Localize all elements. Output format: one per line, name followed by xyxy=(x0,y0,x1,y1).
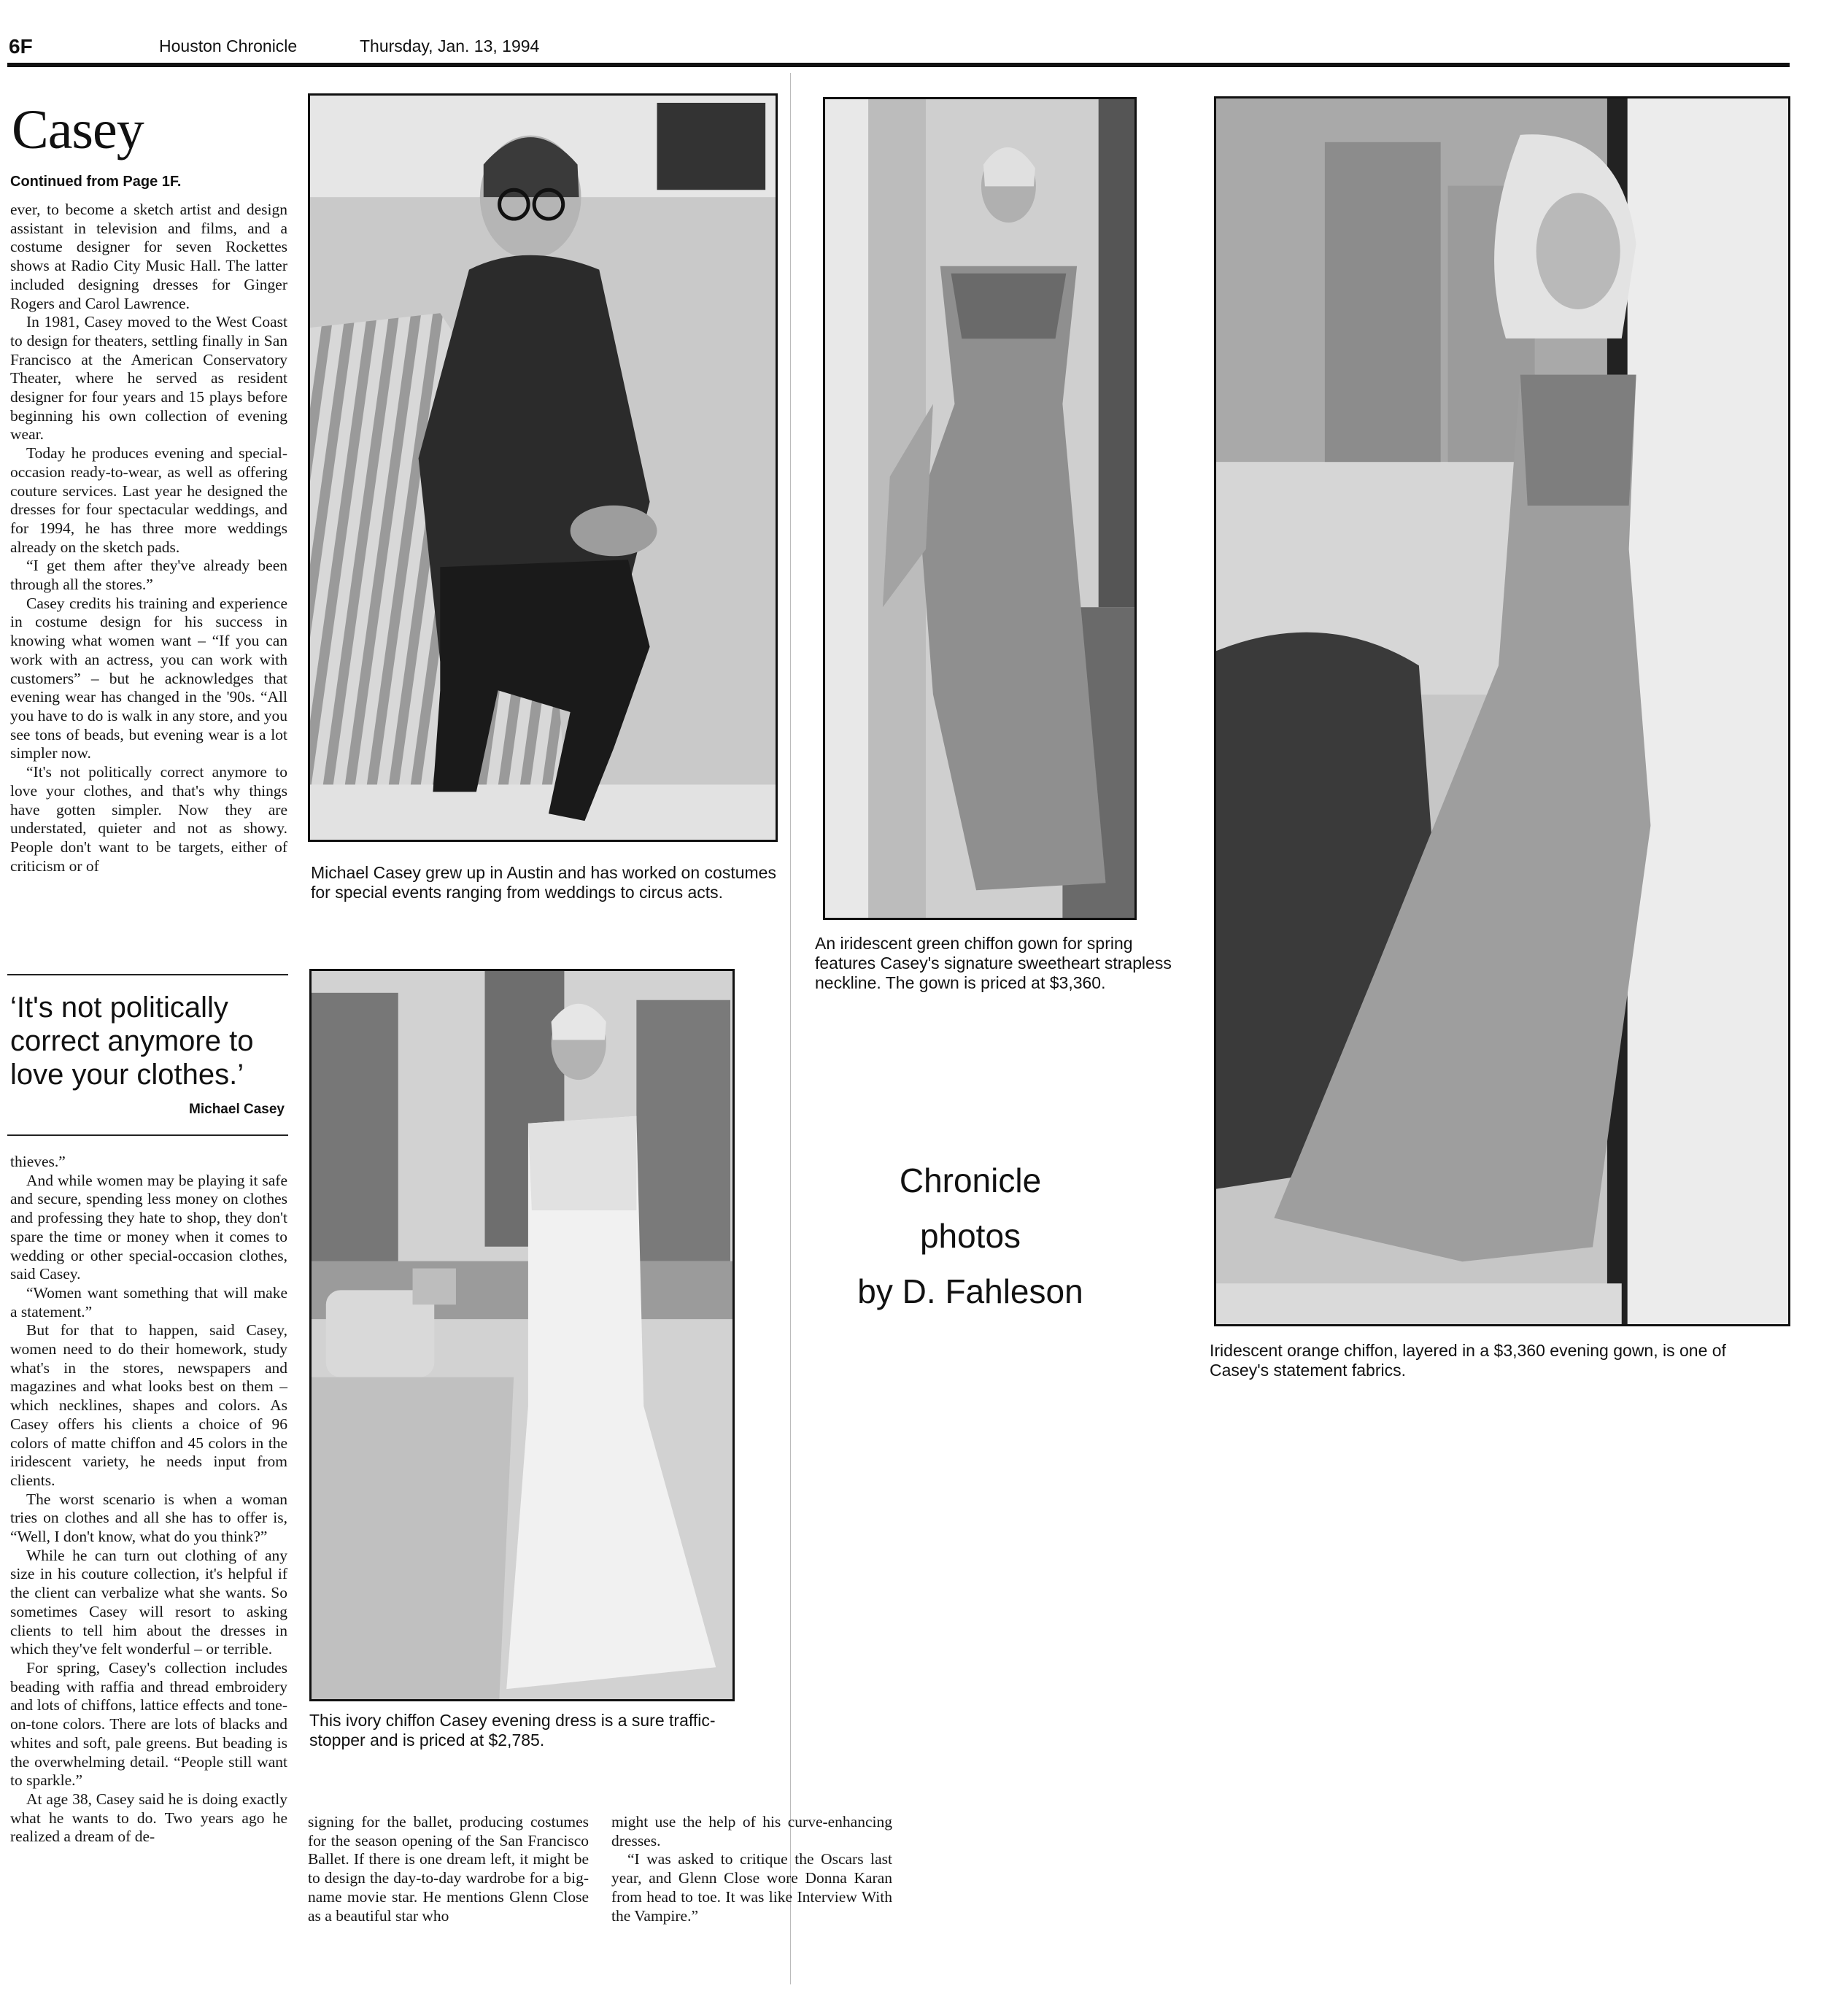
paragraph: signing for the ballet, producing costumes for the season opening of the San Francisco Ballet. If there is one dream left, it might be to design the day-to-day wardrobe for a big-name movie star. He mentions Glenn Close as a beautiful star who xyxy=(308,1813,589,1925)
article-column-1-top xyxy=(10,201,287,875)
caption-orange-gown: Iridescent orange chiffon, layered in a $3,360 evening gown, is one of Casey's statement fabrics. xyxy=(1210,1341,1726,1380)
caption-ivory-dress: This ivory chiffon Casey evening dress is a sure traffic-stopper and is priced at $2,785. xyxy=(309,1711,716,1749)
header-rule xyxy=(7,63,1790,67)
photo-michael-casey xyxy=(308,93,778,842)
article-column-2-bottom xyxy=(308,1813,589,1925)
paragraph: At age 38, Casey said he is doing exactly what he wants to do. Two years ago he realized a dream of de- xyxy=(10,1790,287,1846)
pullquote: ‘It's not politically correct anymore to love your clothes.’ xyxy=(10,991,254,1091)
paragraph: “Women want something that will make a statement.” xyxy=(10,1283,287,1321)
paragraph: While he can turn out clothing of any size in his couture collection, it's helpful if the client can verbalize what she wants. So sometimes Casey will resort to asking clients to tell him about the dresses in which they've felt wonderful – or terrible. xyxy=(10,1546,287,1658)
paragraph: ever, to become a sketch artist and design assistant in television and films, and a costume designer for seven Rockettes shows at Radio City Music Hall. The latter included designing dresses for Ginger Rogers and Carol Lawrence. xyxy=(10,201,287,312)
paragraph: For spring, Casey's collection includes beading with raffia and thread embroidery and lots of chiffons, lattice effects and tone-on-tone colors. There are lots of blacks and whites and soft, pale greens. But beading is the overwhelming detail. “People still want to sparkle.” xyxy=(10,1658,287,1790)
photo-orange-gown xyxy=(1214,96,1790,1326)
pullquote-bottom-rule xyxy=(7,1134,288,1136)
paragraph: In 1981, Casey moved to the West Coast to design for theaters, settling finally in San Francisco at the American Conservatory Theater, where he served as resident designer for four years and 15 plays before beginning his own collection of evening wear. xyxy=(10,313,287,444)
headline: Casey xyxy=(12,99,144,161)
paragraph: “It's not politically correct anymore to love your clothes, and that's why things have gotten simpler. Now they are understated, quieter and not as showy. People don't want to be targets, either of criticism or of xyxy=(10,763,287,875)
caption-michael-casey: Michael Casey grew up in Austin and has worked on costumes for special events ranging from weddings to circus acts. xyxy=(311,863,776,902)
continued-note: Continued from Page 1F. xyxy=(10,174,182,190)
paragraph: thieves.” xyxy=(10,1153,66,1170)
paragraph: might use the help of his curve-enhancing dresses. xyxy=(611,1813,892,1849)
article-column-1-bottom xyxy=(10,1153,287,1847)
photo-green-gown xyxy=(823,97,1137,920)
photo-credit-line: Chronicle xyxy=(899,1161,1042,1199)
photo-credit-line: by D. Fahleson xyxy=(857,1272,1083,1310)
pullquote-top-rule xyxy=(7,974,288,975)
column-divider xyxy=(790,73,791,1984)
paragraph: And while women may be playing it safe and secure, spending less money on clothes and professing they hate to shop, they don't spare the time or money when it comes to wedding or other special-occasion clothes, said Casey. xyxy=(10,1171,287,1283)
newspaper-name: Houston Chronicle xyxy=(159,36,298,55)
article-column-3-bottom xyxy=(611,1813,892,1925)
paragraph: “I was asked to critique the Oscars last year, and Glenn Close wore Donna Karan from head to toe. It was like Interview With the Vampire.” xyxy=(611,1850,892,1925)
paragraph: Casey credits his training and experience in costume design for his success in knowing what women want – “If you can work with an actress, you can work with customers” – but he acknowledges that evening wear has changed in the '90s. “All you have to do is walk in any store, and you see tons of beads, but evening wear is a lot simpler now. xyxy=(10,594,287,762)
paragraph: The worst scenario is when a woman tries on clothes and all she has to offer is, “Well, I don't know, what do you think?” xyxy=(10,1490,287,1546)
pullquote-attribution: Michael Casey xyxy=(189,1102,285,1117)
photo-credit xyxy=(824,1153,1116,1319)
page-number: 6F xyxy=(9,35,33,58)
caption-green-gown: An iridescent green chiffon gown for spring features Casey's signature sweetheart strapless neckline. The gown is priced at $3,360. xyxy=(815,934,1172,992)
paragraph: “I get them after they've already been through all the stores.” xyxy=(10,557,287,594)
photo-credit-line: photos xyxy=(919,1217,1021,1255)
photo-ivory-dress xyxy=(309,969,735,1701)
paragraph: But for that to happen, said Casey, women need to do their homework, study what's in the stores, newspapers and magazines and what looks best on them – which necklines, shapes and colors. As Casey offers his clients a choice of 96 colors of matte chiffon and 45 colors in the iridescent variety, he needs input from clients. xyxy=(10,1321,287,1489)
paragraph: Today he produces evening and special-occasion ready-to-wear, as well as offering couture services. Last year he designed the dresses for four spectacular weddings, and for 1994, he has three more weddings already on the sketch pads. xyxy=(10,444,287,556)
issue-date: Thursday, Jan. 13, 1994 xyxy=(360,36,540,55)
